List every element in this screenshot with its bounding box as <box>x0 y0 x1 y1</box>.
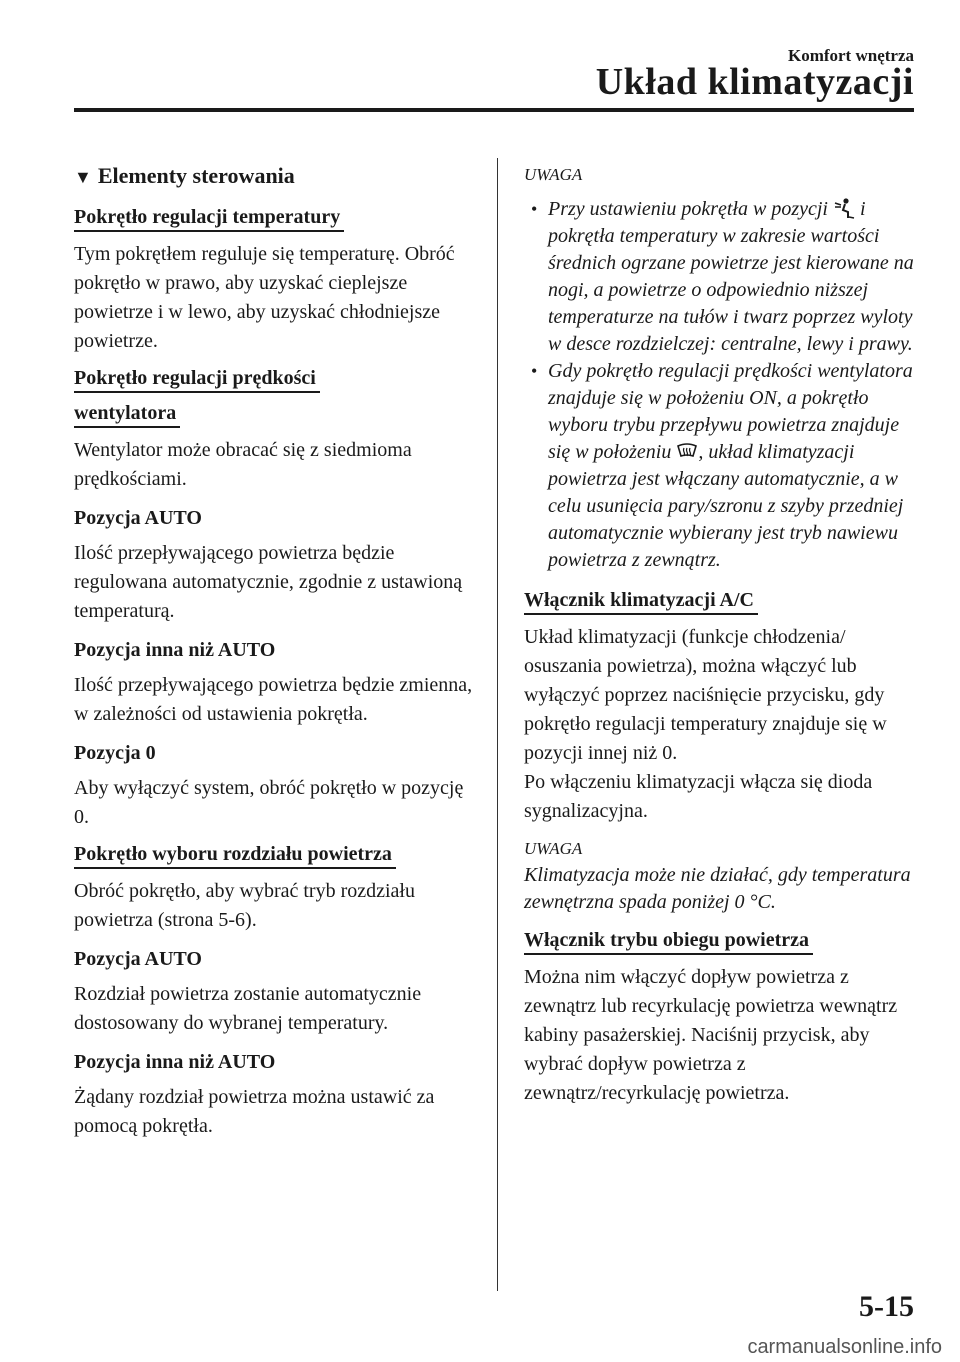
right-column <box>524 162 918 1118</box>
page-title: Układ klimatyzacji <box>595 61 914 103</box>
temperature-knob-section <box>74 205 474 356</box>
distribution-knob-text: Obróć pokrętło, aby wybrać tryb rozdziału powietrza (strona 5-6). <box>74 880 415 931</box>
note-1-bullet-2-pre: Gdy pokrętło regulacji prędkości wentylatora znajduje się w położeniu ON, a pokrętło wyboru trybu przepływu powietrza znajduje się w położeniu <box>548 360 913 463</box>
note-1-label: UWAGA <box>524 165 583 184</box>
bullet-icon: • <box>531 199 538 219</box>
fan-other-label: Pozycja inna niż AUTO <box>74 639 276 661</box>
watermark: carmanualsonline.info <box>747 1336 942 1358</box>
distribution-knob-section <box>74 842 474 1141</box>
fan-auto-label: Pozycja AUTO <box>74 507 202 529</box>
section-title-text: Elementy sterowania <box>97 163 295 188</box>
windshield-defrost-icon <box>676 442 698 462</box>
fan-knob-text: Wentylator może obracać się z siedmioma prędkościami. <box>74 439 412 490</box>
ac-switch-section <box>524 588 918 826</box>
ac-switch-heading: Włącznik klimatyzacji A/C <box>524 588 758 615</box>
fan-knob-heading-line1: Pokrętło regulacji prędkości <box>74 366 320 393</box>
note-2 <box>524 836 918 916</box>
column-divider <box>497 158 498 1291</box>
ac-switch-text-1: Układ klimatyzacji (funkcje chłodzenia/ osuszania powietrza), można włączyć lub wyłączyć poprzez naciśnięcie przycisku, gdy pokrętło regulacji temperatury znajduje się w pozycji innej niż 0. <box>524 626 887 764</box>
note-1-bullet-2-post: , układ klimatyzacji powietrza jest włączany automatycznie, a w celu usunięcia pary/szronu z szyby przedniej automatycznie wybierany jest tryb nawiewu powietrza z zewnątrz. <box>548 441 904 571</box>
triangle-marker-icon: ▼ <box>74 167 92 187</box>
section-title <box>74 162 474 191</box>
page-number: 5-15 <box>859 1290 914 1323</box>
temperature-knob-heading: Pokrętło regulacji temperatury <box>74 205 344 232</box>
distribution-auto-text: Rozdział powietrza zostanie automatycznie dostosowany do wybranej temperatury. <box>74 983 422 1034</box>
recirculation-switch-heading: Włącznik trybu obiegu powietrza <box>524 928 813 955</box>
fan-zero-text: Aby wyłączyć system, obróć pokrętło w pozycję 0. <box>74 777 464 828</box>
header-section-label: Komfort wnętrza <box>787 46 914 65</box>
note-1-bullet-1 <box>524 196 918 358</box>
fan-other-text: Ilość przepływającego powietrza będzie zmienna, w zależności od ustawienia pokrętła. <box>74 674 473 725</box>
distribution-knob-heading: Pokrętło wyboru rozdziału powietrza <box>74 842 396 869</box>
bullet-icon: • <box>531 361 538 381</box>
face-feet-mode-icon <box>833 197 855 219</box>
ac-switch-text-2: Po włączeniu klimatyzacji włącza się dioda sygnalizacyjna. <box>524 771 873 822</box>
note-1-bullet-1-post: i pokrętła temperatury w zakresie wartości średnich ogrzane powietrze jest kierowane na nogi, a powietrze o odpowiednio niższej temperaturze na tułów i twarz poprzez wyloty w desce rozdzielczej: centralne, lewy i prawy. <box>548 198 914 355</box>
fan-knob-heading-line2: wentylatora <box>74 401 180 428</box>
temperature-knob-text: Tym pokrętłem reguluje się temperaturę. Obróć pokrętło w prawo, aby uzyskać cieplejsze powietrze i w lewo, aby uzyskać chłodniejsze powietrze. <box>74 243 455 352</box>
distribution-auto-label: Pozycja AUTO <box>74 948 202 970</box>
note-1-bullet-1-pre: Przy ustawieniu pokrętła w pozycji <box>548 198 828 220</box>
note-2-text: Klimatyzacja może nie działać, gdy temperatura zewnętrzna spada poniżej 0 °C. <box>524 864 911 913</box>
recirculation-switch-text: Można nim włączyć dopływ powietrza z zewnątrz lub recyrkulację powietrza wewnątrz kabiny pasażerskiej. Naciśnij przycisk, aby wybrać dopływ powietrza z zewnątrz/recyrkulację powietrza. <box>524 966 898 1104</box>
distribution-other-text: Żądany rozdział powietrza można ustawić za pomocą pokrętła. <box>74 1086 435 1137</box>
header-rule <box>74 108 914 112</box>
fan-zero-label: Pozycja 0 <box>74 742 156 764</box>
note-1 <box>524 162 918 574</box>
note-2-label: UWAGA <box>524 839 583 858</box>
recirculation-switch-section <box>524 928 918 1108</box>
fan-auto-text: Ilość przepływającego powietrza będzie regulowana automatycznie, zgodnie z ustawioną temperaturą. <box>74 542 463 622</box>
distribution-other-label: Pozycja inna niż AUTO <box>74 1051 276 1073</box>
fan-knob-section <box>74 366 474 832</box>
left-column <box>74 162 474 1151</box>
note-1-bullet-2 <box>524 358 918 574</box>
